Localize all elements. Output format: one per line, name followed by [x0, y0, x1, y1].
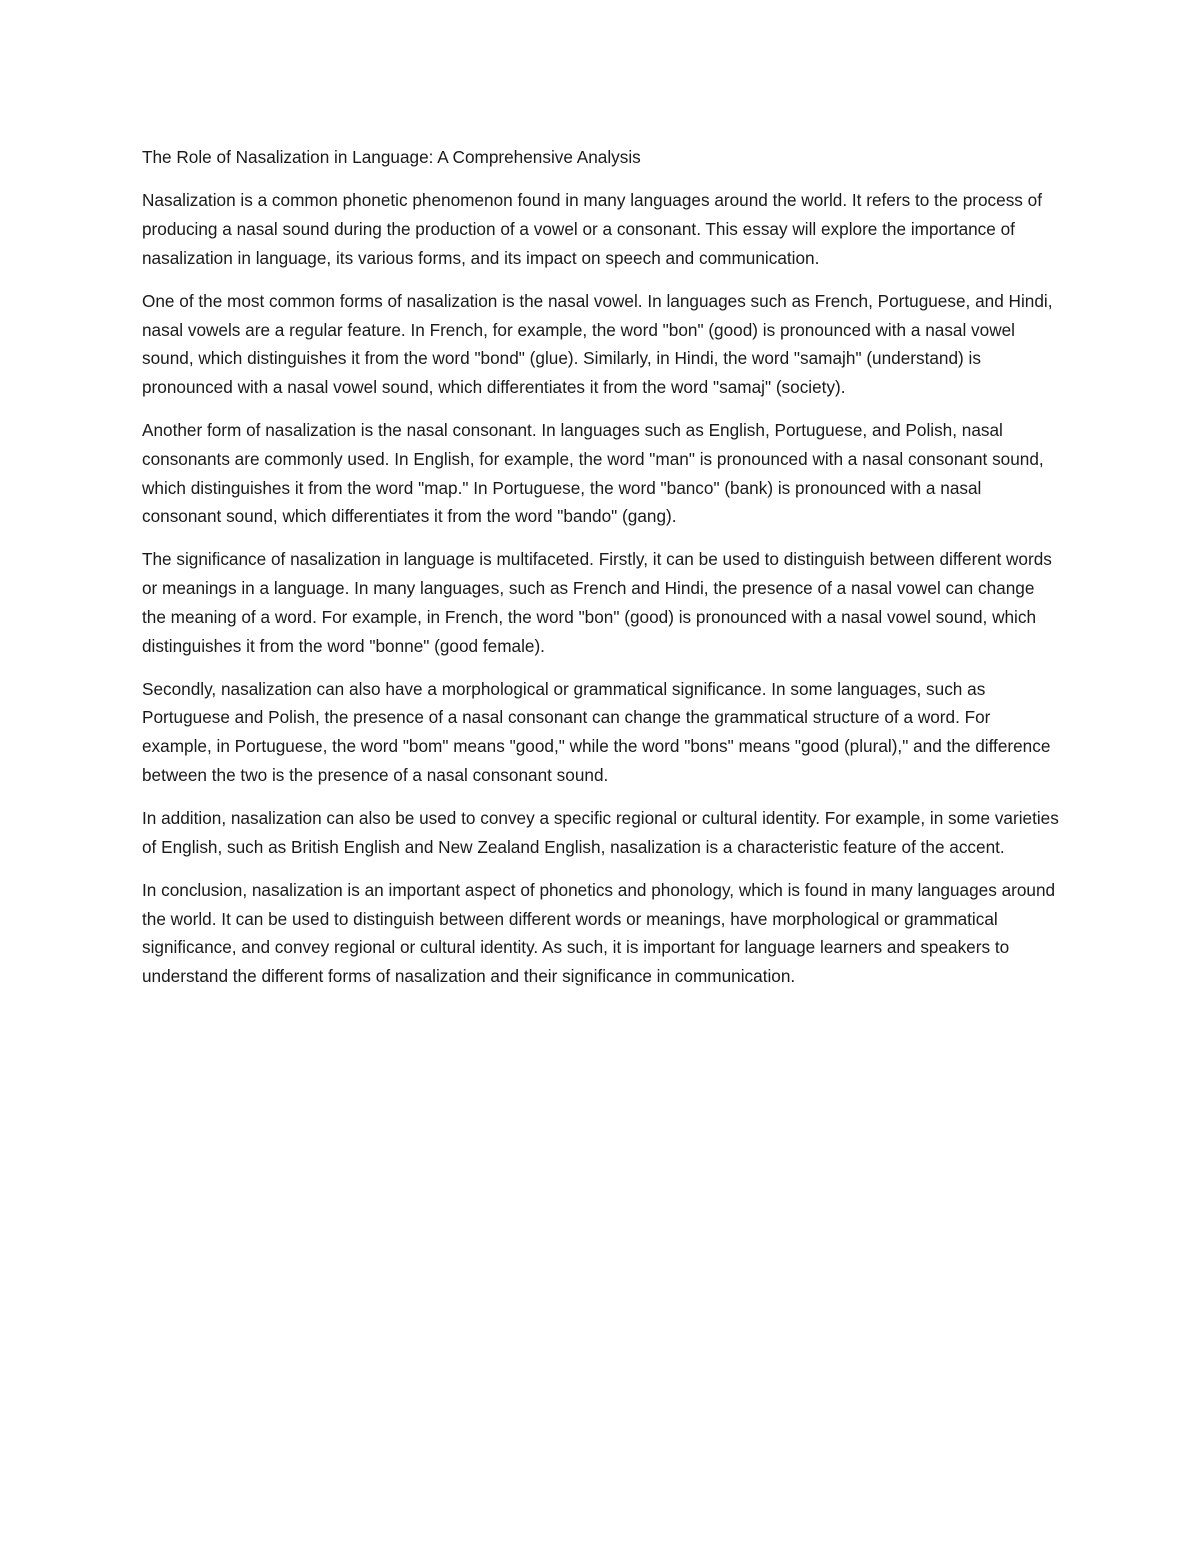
paragraph-nasal-vowel: One of the most common forms of nasalization is the nasal vowel. In languages such as French, Portuguese, and Hindi, nasal vowels are a regular feature. In French, for example, the word "bon" (good) is pronounced with a nasal vowel sound, which distinguishes it from the word "bond" (glue). Similarly, in Hindi, the word "samajh" (understand) is pronounced with a nasal vowel sound, which differentiates it from the word "samaj" (society). — [142, 290, 1053, 397]
paragraph-introduction: Nasalization is a common phonetic phenomenon found in many languages around the world. It refers to the process of producing a nasal sound during the production of a vowel or a consonant. This essay will explore the importance of nasalization in language, its various forms, and its impact on speech and communication. — [142, 190, 1043, 268]
document-body — [142, 143, 1060, 1005]
paragraph-nasal-consonant: Another form of nasalization is the nasal consonant. In languages such as English, Portuguese, and Polish, nasal consonants are commonly used. In English, for example, the word "man" is pronounced with a nasal consonant sound, which distinguishes it from the word "map." In Portuguese, the word "banco" (bank) is pronounced with a nasal consonant sound, which differentiates it from the word "bando" (gang). — [142, 420, 1044, 527]
paragraph-significance: The significance of nasalization in language is multifaceted. Firstly, it can be used to distinguish between different words or meanings in a language. In many languages, such as French and Hindi, the presence of a nasal vowel can change the meaning of a word. For example, in French, the word "bon" (good) is pronounced with a nasal vowel sound, which distinguishes it from the word "bonne" (good female). — [142, 549, 1052, 656]
document-title: The Role of Nasalization in Language: A Comprehensive Analysis — [142, 147, 641, 167]
paragraph-conclusion: In conclusion, nasalization is an important aspect of phonetics and phonology, which is found in many languages around the world. It can be used to distinguish between different words or meanings, have morphological or grammatical significance, and convey regional or cultural identity. As such, it is important for language learners and speakers to understand the different forms of nasalization and their significance in communication. — [142, 879, 1056, 987]
paragraph-identity: In addition, nasalization can also be used to convey a specific regional or cultural identity. For example, in some varieties of English, such as British English and New Zealand English, nasalization is a characteristic feature of the accent. — [142, 808, 1059, 857]
paragraph-grammatical: Secondly, nasalization can also have a morphological or grammatical significance. In some languages, such as Portuguese and Polish, the presence of a nasal consonant can change the grammatical structure of a word. For example, in Portuguese, the word "bom" means "good," while the word "bons" means "good (plural)," and the difference between the two is the presence of a nasal consonant sound. — [142, 678, 1051, 785]
